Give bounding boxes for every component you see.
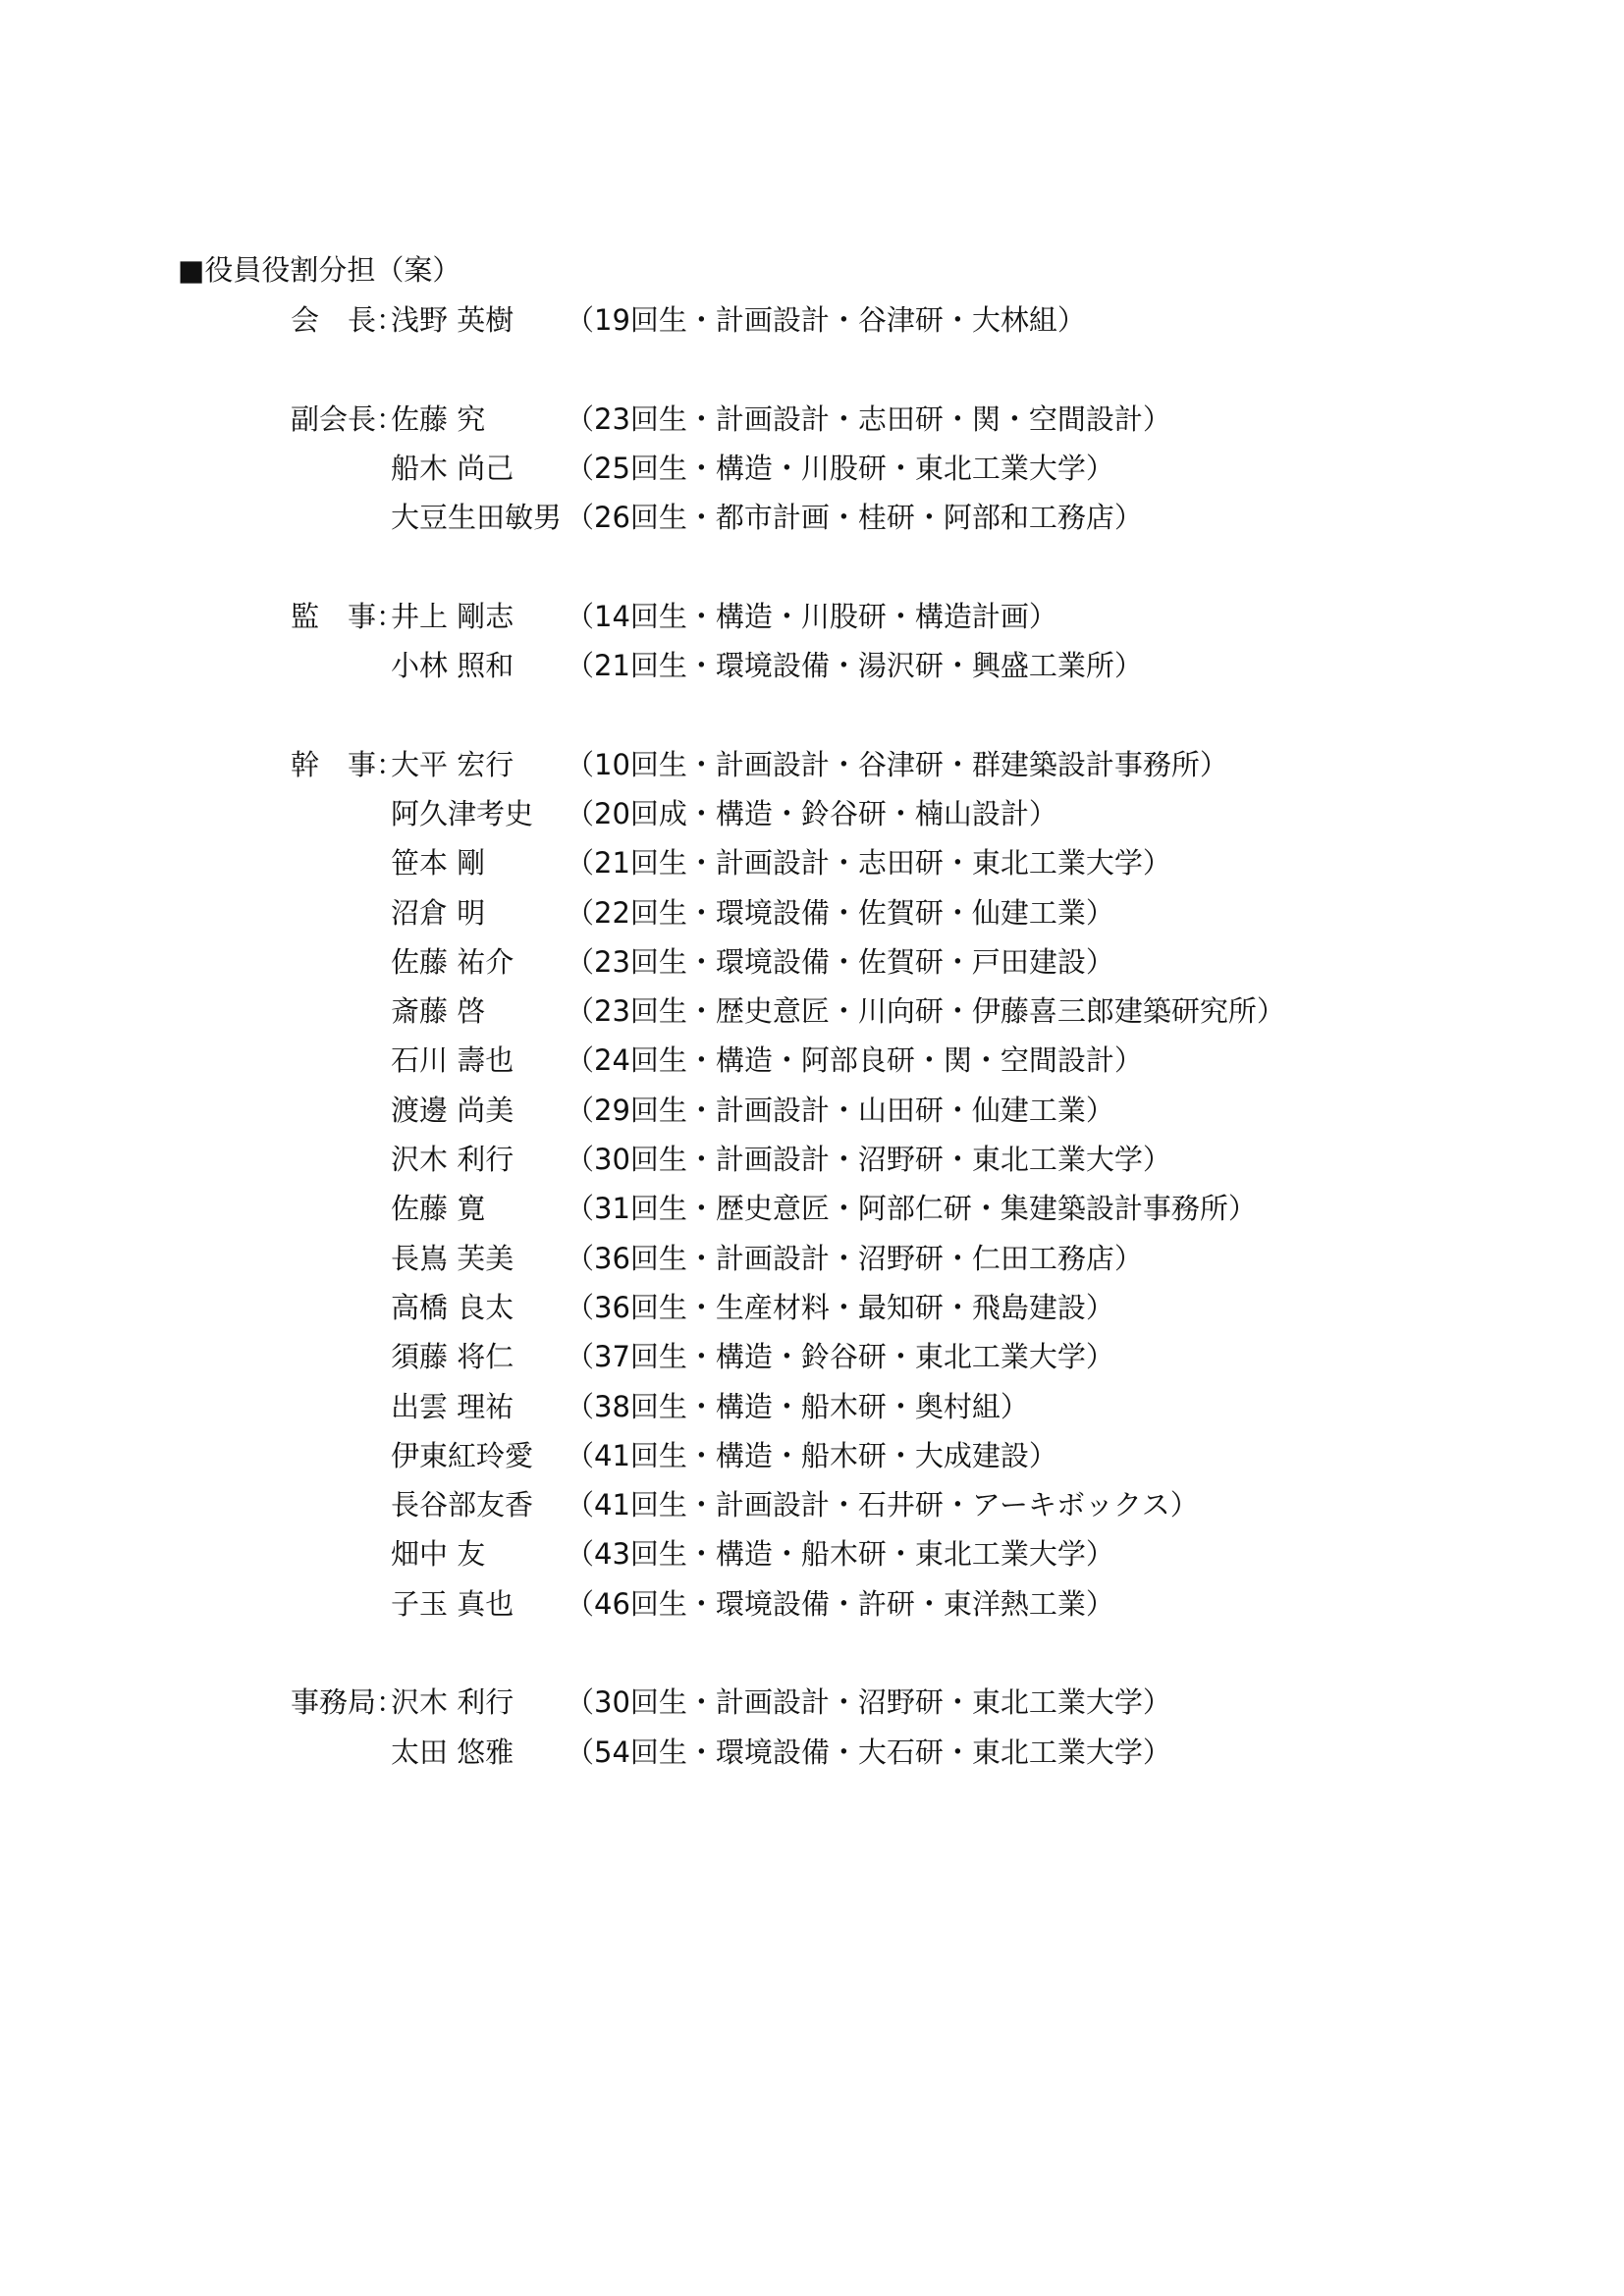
member-detail: （30回生・計画設計・沼野研・東北工業大学）: [566, 1142, 1171, 1176]
member-detail: （29回生・計画設計・山田研・仙建工業）: [566, 1093, 1114, 1127]
member-name: 大豆生田敏男: [391, 500, 563, 534]
role-label: 監 事：: [291, 599, 406, 633]
member-detail: （20回成・構造・鈴谷研・楠山設計）: [566, 796, 1057, 830]
page-heading: ■役員役割分担（案）: [178, 253, 461, 287]
member-row: [291, 1330, 1114, 1379]
role-label: 幹 事：: [291, 747, 406, 781]
member-name: 太田 悠雅: [391, 1735, 514, 1769]
member-detail: （14回生・構造・川股研・構造計画）: [566, 599, 1057, 633]
member-row: [291, 787, 1057, 836]
member-detail: （54回生・環境設備・大石研・東北工業大学）: [566, 1735, 1171, 1769]
member-name: 出雲 理祐: [391, 1389, 514, 1423]
member-row: [291, 442, 1114, 491]
member-detail: （19回生・計画設計・谷津研・大林組）: [566, 302, 1086, 337]
member-row: [291, 1182, 1257, 1231]
member-detail: （30回生・計画設計・沼野研・東北工業大学）: [566, 1684, 1171, 1719]
member-name: 伊東紅玲愛: [391, 1438, 534, 1472]
member-detail: （10回生・計画設計・谷津研・群建築設計事務所）: [566, 747, 1228, 781]
member-detail: （43回生・構造・船木研・東北工業大学）: [566, 1536, 1114, 1571]
member-row: [291, 738, 1228, 787]
member-row: [291, 1380, 1029, 1429]
member-name: 船木 尚己: [391, 451, 514, 485]
member-row: [291, 1232, 1143, 1281]
member-detail: （26回生・都市計画・桂研・阿部和工務店）: [566, 500, 1143, 534]
member-row: [291, 1577, 1114, 1627]
member-name: 浅野 英樹: [391, 302, 514, 337]
member-row: [291, 393, 1171, 442]
member-row: [291, 1676, 1171, 1725]
member-row: [291, 1478, 1199, 1527]
member-name: 大平 宏行: [391, 747, 514, 781]
member-name: 長嶌 芙美: [391, 1241, 514, 1275]
member-name: 長谷部友香: [391, 1487, 534, 1522]
member-detail: （41回生・計画設計・石井研・アーキボックス）: [566, 1487, 1199, 1522]
member-row: [291, 1034, 1143, 1083]
member-detail: （37回生・構造・鈴谷研・東北工業大学）: [566, 1339, 1114, 1373]
member-row: [291, 590, 1057, 639]
member-detail: （21回生・計画設計・志田研・東北工業大学）: [566, 845, 1171, 880]
member-row: [291, 886, 1114, 935]
member-detail: （38回生・構造・船木研・奥村組）: [566, 1389, 1029, 1423]
member-name: 高橋 良太: [391, 1290, 514, 1324]
member-row: [291, 1084, 1114, 1133]
member-row: [291, 491, 1143, 540]
member-row: [291, 836, 1171, 885]
member-name: 笹本 剛: [391, 845, 486, 880]
member-name: 子玉 真也: [391, 1586, 514, 1621]
member-row: [291, 1527, 1114, 1576]
member-row: [291, 1281, 1114, 1330]
member-detail: （36回生・計画設計・沼野研・仁田工務店）: [566, 1241, 1143, 1275]
member-detail: （36回生・生産材料・最知研・飛島建設）: [566, 1290, 1114, 1324]
member-detail: （41回生・構造・船木研・大成建設）: [566, 1438, 1057, 1472]
member-row: [291, 639, 1143, 688]
member-name: 斎藤 啓: [391, 993, 486, 1028]
member-name: 沼倉 明: [391, 895, 486, 930]
member-name: 石川 壽也: [391, 1042, 514, 1077]
member-name: 渡邊 尚美: [391, 1093, 514, 1127]
member-name: 佐藤 究: [391, 401, 486, 436]
member-name: 小林 照和: [391, 648, 514, 682]
member-name: 沢木 利行: [391, 1142, 514, 1176]
member-name: 佐藤 寛: [391, 1191, 486, 1225]
member-detail: （23回生・歴史意匠・川向研・伊藤喜三郎建築研究所）: [566, 993, 1285, 1028]
role-label: 副会長：: [291, 401, 406, 436]
member-name: 阿久津考史: [391, 796, 534, 830]
member-name: 佐藤 祐介: [391, 944, 514, 979]
member-detail: （21回生・環境設備・湯沢研・興盛工業所）: [566, 648, 1143, 682]
member-row: [291, 935, 1114, 985]
member-detail: （25回生・構造・川股研・東北工業大学）: [566, 451, 1114, 485]
member-row: [291, 985, 1285, 1034]
member-name: 畑中 友: [391, 1536, 486, 1571]
member-row: [291, 1429, 1057, 1478]
member-row: [291, 1726, 1171, 1775]
member-detail: （31回生・歴史意匠・阿部仁研・集建築設計事務所）: [566, 1191, 1257, 1225]
member-row: [291, 1133, 1171, 1182]
member-name: 井上 剛志: [391, 599, 514, 633]
role-label: 事務局：: [291, 1684, 406, 1719]
role-label: 会 長：: [291, 302, 406, 337]
member-detail: （46回生・環境設備・許研・東洋熱工業）: [566, 1586, 1114, 1621]
member-name: 須藤 将仁: [391, 1339, 514, 1373]
member-detail: （24回生・構造・阿部良研・関・空間設計）: [566, 1042, 1143, 1077]
member-row: [291, 294, 1086, 343]
member-name: 沢木 利行: [391, 1684, 514, 1719]
member-detail: （23回生・計画設計・志田研・関・空間設計）: [566, 401, 1171, 436]
member-detail: （23回生・環境設備・佐賀研・戸田建設）: [566, 944, 1114, 979]
member-detail: （22回生・環境設備・佐賀研・仙建工業）: [566, 895, 1114, 930]
